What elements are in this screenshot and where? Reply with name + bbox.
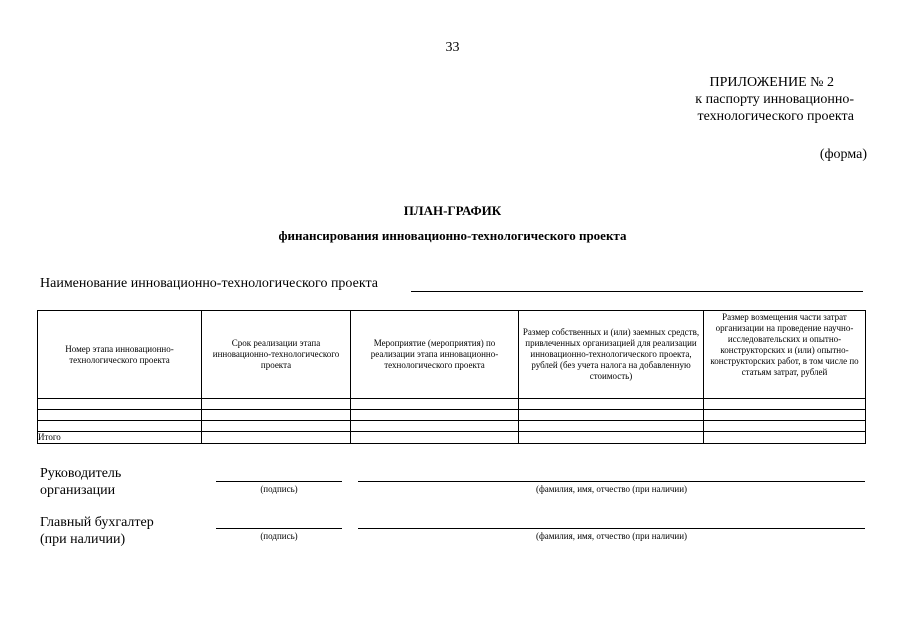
head-signature-field[interactable]: [216, 481, 342, 482]
form-note: (форма): [819, 147, 867, 162]
table-cell[interactable]: [202, 432, 351, 444]
table-cell[interactable]: [704, 410, 866, 421]
total-label: Итого: [38, 432, 202, 444]
head-signature-label: [40, 465, 121, 499]
table-row: [38, 410, 866, 421]
table-cell[interactable]: [202, 399, 351, 410]
table-cell[interactable]: [351, 399, 519, 410]
table-cell[interactable]: [351, 432, 519, 444]
header-activities: Мероприятие (мероприятия) по реализации этапа инновационно-технологического проекта: [351, 311, 519, 399]
header-stage-period: Срок реализации этапа инновационно-технологического проекта: [202, 311, 351, 399]
head-name-caption: (фамилия, имя, отчество (при наличии): [535, 484, 688, 494]
appendix-subtitle-line1: к паспорту инновационно-: [695, 92, 854, 107]
table-cell[interactable]: [38, 410, 202, 421]
head-signature-caption: (подпись): [260, 484, 298, 494]
table-cell[interactable]: [519, 421, 704, 432]
table-cell[interactable]: [704, 421, 866, 432]
table-row: [38, 421, 866, 432]
table-cell[interactable]: [351, 410, 519, 421]
table-cell[interactable]: [704, 432, 866, 444]
table-cell[interactable]: [704, 399, 866, 410]
table-cell[interactable]: [519, 432, 704, 444]
table-header-row: [38, 311, 866, 399]
table-cell[interactable]: [519, 399, 704, 410]
appendix-subtitle-line2: технологического проекта: [697, 109, 854, 124]
header-reimbursement: Размер возмещения части затрат организации на проведение научно-исследовательских и опытно-конструкторских и (или) опытно-конструкторских работ, в том числе по статьям затрат, рублей: [704, 311, 866, 399]
table-cell[interactable]: [202, 421, 351, 432]
table-cell[interactable]: [38, 421, 202, 432]
accountant-name-caption: (фамилия, имя, отчество (при наличии): [535, 531, 688, 541]
accountant-label-line1: Главный бухгалтер: [40, 515, 154, 530]
header-own-funds: Размер собственных и (или) заемных средств, привлеченных организацией для реализации инновационно-технологического проекта, рублей (без учета налога на добавленную стоимость): [519, 311, 704, 399]
project-name-label: Наименование инновационно-технологического проекта: [40, 276, 378, 291]
financing-schedule-table: [37, 310, 866, 444]
head-label-line2: организации: [40, 483, 116, 498]
table-row: [38, 399, 866, 410]
table-cell[interactable]: [351, 421, 519, 432]
table-cell[interactable]: [38, 399, 202, 410]
project-name-field[interactable]: [411, 291, 863, 292]
document-title: ПЛАН-ГРАФИК: [403, 203, 502, 218]
accountant-signature-field[interactable]: [216, 528, 342, 529]
page-number: 33: [445, 40, 460, 55]
appendix-title: ПРИЛОЖЕНИЕ № 2: [709, 75, 834, 90]
head-label-line1: Руководитель: [40, 466, 122, 481]
accountant-name-field[interactable]: [358, 528, 865, 529]
header-stage-number: Номер этапа инновационно-технологического проекта: [38, 311, 202, 399]
document-subtitle: финансирования инновационно-технологического проекта: [278, 228, 627, 243]
appendix-header: [600, 74, 854, 125]
head-name-field[interactable]: [358, 481, 865, 482]
accountant-signature-label: [40, 514, 154, 548]
table-cell[interactable]: [519, 410, 704, 421]
accountant-label-line2: (при наличии): [40, 532, 126, 547]
accountant-signature-caption: (подпись): [260, 531, 298, 541]
table-cell[interactable]: [202, 410, 351, 421]
table-total-row: [38, 432, 866, 444]
